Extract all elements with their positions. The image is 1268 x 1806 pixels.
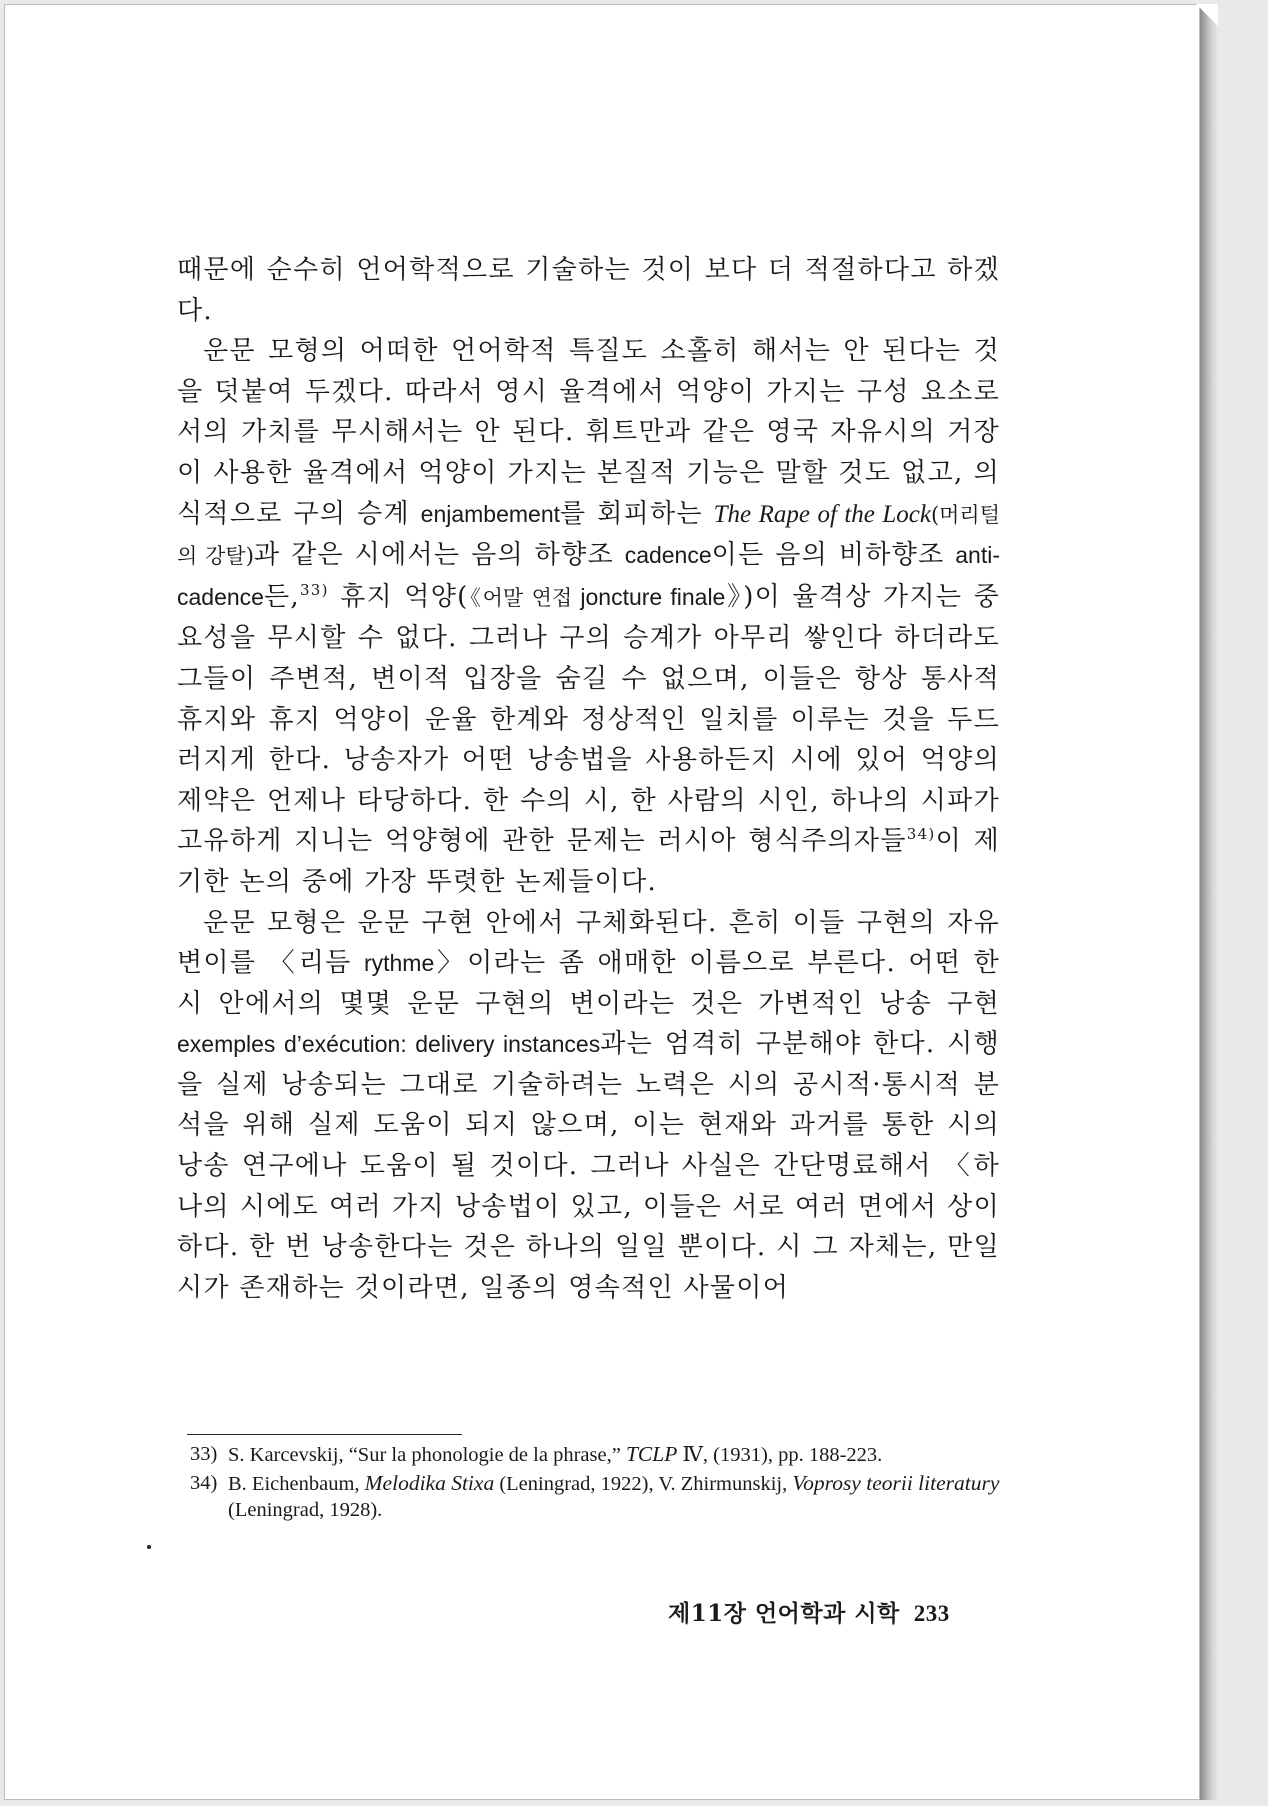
footnote-text: B. Eichenbaum, Melodika Stixa (Leningrad, 1922), V. Zhirmunskij, Voprosy teorii literatury (Leningrad, 1928). — [228, 1471, 1000, 1521]
footnote-ref-34: 34) — [906, 825, 936, 844]
scan-speck — [147, 1545, 151, 1549]
footnote-number: 33) — [190, 1443, 218, 1465]
main-text — [177, 250, 1000, 1308]
joncture-gloss: 《어말 연접 — [468, 585, 573, 610]
term-cadence: cadence — [624, 542, 712, 569]
term-joncture-finale: joncture finale — [572, 583, 726, 610]
running-footer — [668, 1595, 1008, 1628]
title-gloss: (머리털의 강탈) — [177, 502, 1001, 569]
paragraph-1: 때문에 순수히 언어학적으로 기술하는 것이 보다 더 적절하다고 하겠다. — [177, 255, 1000, 326]
footnote-rule — [187, 1434, 462, 1435]
footnote-ref-33: 33) — [299, 580, 329, 599]
page-edge-shadow — [1200, 4, 1218, 1800]
page-curl-corner — [1196, 4, 1218, 26]
title-rape-of-the-lock: The Rape of the Lock — [713, 500, 931, 528]
term-exemples: exemples d’exécution: delivery instances — [177, 1031, 601, 1058]
footnote-34 — [190, 1470, 1005, 1523]
paragraph-3: 운문 모형은 운문 구현 안에서 구체화된다. 흔히 이들 구현의 자유 변이를 〈리듬 rythme〉이라는 좀 애매한 이름으로 부른다. 어떤 한 시 안에서의 몇몇 운문 구현의 변이라는 것은 가변적인 낭송 구현 exemples d’exécution: delivery instances과는 엄격히 구분해야 한다. 시행을 실제 낭송되는 그대로 기술하려는 노력은 시의 공시적·통시적 분석을 위해 실제 도움이 되지 않으며, 이는 현재와 과거를 통한 시의 낭송 연구에나 도움이 될 것이다. 그러나 사실은 간단명료해서 〈하나의 시에도 여러 가지 낭송법이 있고, 이들은 서로 여러 면에서 상이하다. 한 번 낭송한다는 것은 하나의 일일 뿐이다. 시 그 자체는, 만일 시가 존재하는 것이라면, 일종의 영속적인 사물이어 — [177, 907, 1001, 1303]
footnote-number: 34) — [190, 1472, 218, 1494]
term-anti-cadence: anti-cadence — [177, 542, 1000, 610]
footnotes — [190, 1441, 1005, 1525]
term-enjambement: enjambement — [420, 500, 561, 527]
paragraph-2: 운문 모형의 어떠한 언어학적 특질도 소홀히 해서는 안 된다는 것을 덧붙여 두겠다. 따라서 영시 율격에서 억양이 가지는 구성 요소로서의 가치를 무시해서는 안 된다. 휘트만과 같은 영국 자유시의 거장이 사용한 율격에서 억양이 가지는 본질적 기능은 말할 것도 없고, 의식적으로 구의 승계 enjambement를 회피하는 The Rape of the Lock(머리털의 강탈)과 같은 시에서는 음의 하향조 cadence이든 음의 비하향조 anti-cadence든,$^{33)}$ 휴지 억양(《어말 연접 joncture finale》)이 율격상 가지는 중요성을 무시할 수 없다. 그러나 구의 승계가 아무리 쌓인다 하더라도 그들이 주변적, 변이적 입장을 숨길 수 없으며, 이들은 항상 통사적 휴지와 휴지 억양이 운율 한계와 정상적인 일치를 이루는 것을 두드러지게 한다. 낭송자가 어떤 낭송법을 사용하든지 시에 있어 억양의 제약은 언제나 타당하다. 한 수의 시, 한 사람의 시인, 하나의 시파가 고유하게 지니는 억양형에 관한 문제는 러시아 형식주의자들$^{34)}$이 제기한 논의 중에 가장 뚜렷한 논제들이다. — [177, 336, 1001, 897]
page-number: 233 — [913, 1601, 950, 1626]
chapter-title: 제11장 언어학과 시학 — [668, 1600, 900, 1627]
term-rythme: rythme — [363, 950, 435, 977]
footnote-33 — [190, 1441, 1005, 1468]
footnote-text: S. Karcevskij, “Sur la phonologie de la phrase,” TCLP Ⅳ, (1931), pp. 188-223. — [228, 1442, 883, 1466]
